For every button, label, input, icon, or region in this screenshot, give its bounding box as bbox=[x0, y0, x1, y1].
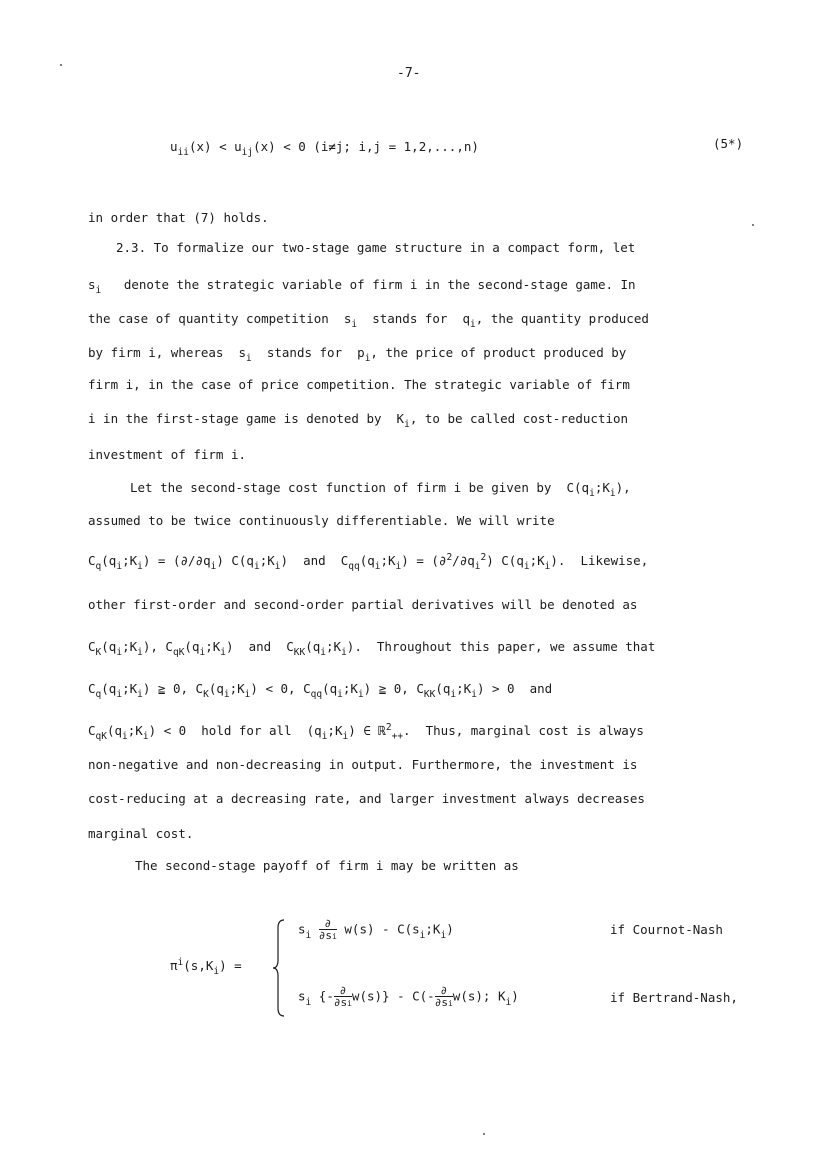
text-line: $s_i$ denote the strategic variable of firm i in the second-stage game. In bbox=[88, 277, 636, 296]
text-line: Let the second-stage cost function of firm i be given by $C(q_i;K_i)$, bbox=[130, 480, 631, 499]
assumption-conditions: $C_q(q_i;K_i)$ ≧ 0, $C_K(q_i;K_i) < 0$, $C_{qq}(q_i;K_i)$ ≧ 0, $C_{KK}(q_i;K_i) > 0$ and bbox=[88, 681, 553, 700]
scan-speck bbox=[483, 1133, 485, 1135]
equation-label-5-star: (5*) bbox=[713, 136, 744, 151]
section-2-3-line: 2.3. To formalize our two-stage game structure in a compact form, let bbox=[116, 240, 636, 255]
payoff-lhs: $\pi^i(s,K_i)$ = bbox=[170, 957, 242, 977]
text-line: the case of quantity competition $s_i$ stands for $q_i$, the quantity produced bbox=[88, 311, 649, 330]
payoff-case-cournot: $s_i$ $\frac{\partial}{\partial si}$ $w(s) - C(s_i;K_i)$ bbox=[298, 917, 454, 942]
left-brace bbox=[272, 918, 286, 1018]
text-line: other first-order and second-order partial derivatives will be denoted as bbox=[88, 597, 638, 612]
text-line: cost-reducing at a decreasing rate, and larger investment always decreases bbox=[88, 791, 645, 806]
text-line: The second-stage payoff of firm i may be written as bbox=[135, 858, 519, 873]
text-line: assumed to be twice continuously differentiable. We will write bbox=[88, 513, 555, 528]
page-number: -7- bbox=[397, 66, 421, 81]
payoff-case-bertrand: $s_i$ {- $\frac{\partial}{\partial si}$ w(s)} - C(- $\frac{\partial}{\partial si}$ w(s); $K_i$) bbox=[298, 984, 519, 1009]
scan-speck bbox=[752, 224, 754, 226]
bertrand-nash-condition: if Bertrand-Nash, bbox=[610, 990, 738, 1005]
text-line: in order that (7) holds. bbox=[88, 210, 269, 225]
text-line: non-negative and non-decreasing in output. Furthermore, the investment is bbox=[88, 757, 638, 772]
text-line: firm i, in the case of price competition. The strategic variable of firm bbox=[88, 377, 630, 392]
text-line: by firm i, whereas $s_i$ stands for $p_i$, the price of product produced by bbox=[88, 345, 627, 364]
text-line: $C_K(q_i;K_i)$, $C_{qK}(q_i;K_i)$ and $C_{KK}(q_i;K_i)$. Throughout this paper, we assume that bbox=[88, 639, 656, 658]
cournot-nash-condition: if Cournot-Nash bbox=[610, 922, 723, 937]
derivative-definitions: $C_q(q_i;K_i) = (\partial/\partial q_i)$ $C(q_i;K_i)$ and $C_{qq}(q_i;K_i) = (\partial^2/\partial q_i^2)$ $C(q_i;K_i)$. Likewise, bbox=[88, 552, 649, 572]
text-line: marginal cost. bbox=[88, 826, 194, 841]
text-line: investment of firm i. bbox=[88, 447, 247, 462]
equation-5-star: $u_{ii}(x) < u_{ij}(x) < 0$ (i≠j; i,j = 1,2,...,n) bbox=[170, 139, 479, 158]
text-line: $C_{qK}(q_i;K_i) < 0$ hold for all $(q_i;K_i)$ ∈ ℝ$^2_{++}$. Thus, marginal cost is always bbox=[88, 722, 644, 742]
text-line: i in the first-stage game is denoted by $K_i$, to be called cost-reduction bbox=[88, 411, 629, 430]
scan-speck bbox=[60, 64, 62, 66]
